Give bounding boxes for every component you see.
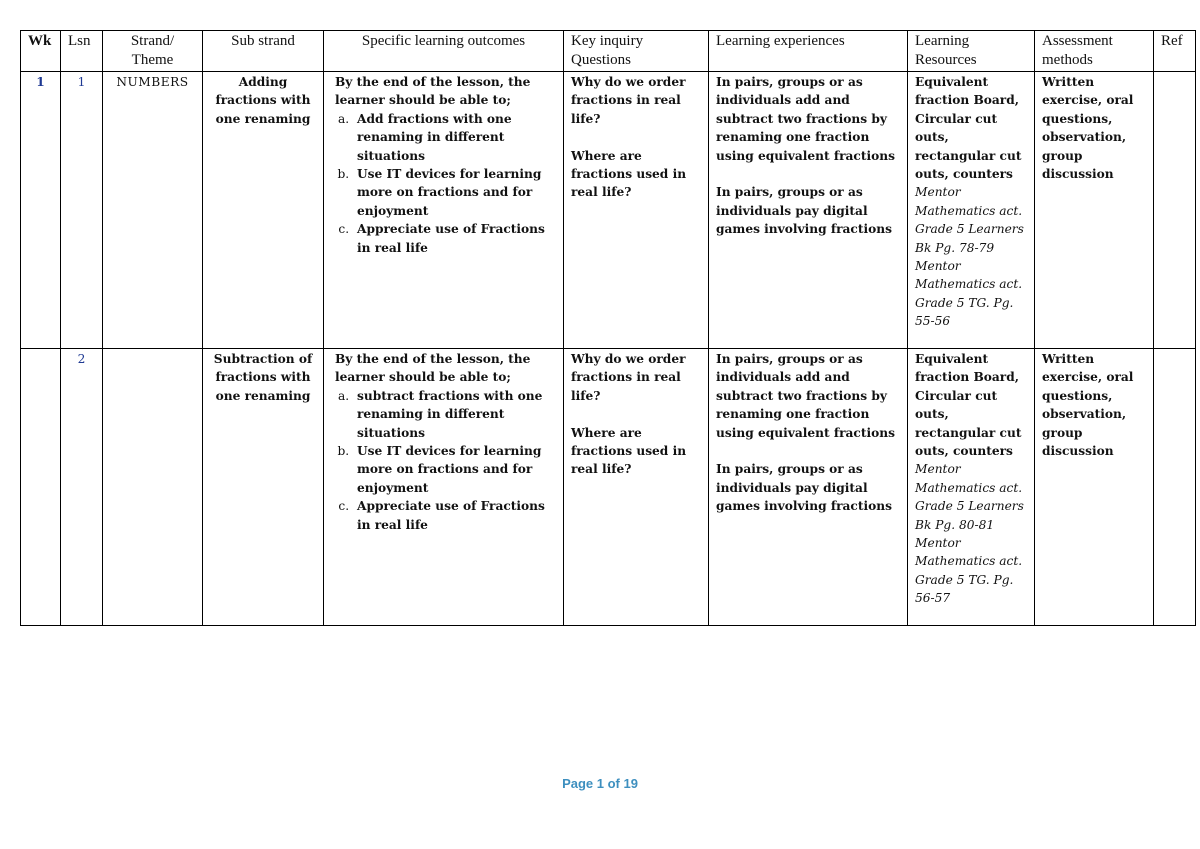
cell-experiences	[709, 349, 908, 626]
cell-outcomes	[324, 72, 564, 349]
table-row	[21, 349, 1196, 626]
experience-text: In pairs, groups or as individuals pay digital games involving fractions	[716, 462, 892, 514]
cell-inquiry	[564, 349, 709, 626]
experience-text: In pairs, groups or as individuals add and subtract two fractions by renaming one fraction using equivalent fractions	[716, 352, 895, 440]
list-item: c. Appreciate use of Fractions in real life	[353, 220, 556, 257]
page-footer	[0, 776, 1200, 791]
cell-lsn: 2	[61, 349, 103, 626]
cell-ref	[1154, 72, 1196, 349]
inquiry-question: Where are fractions used in real life?	[571, 148, 687, 200]
cell-wk	[21, 349, 61, 626]
outcomes-intro: By the end of the lesson, the learner should be able to;	[335, 75, 531, 108]
header-wk: Wk	[21, 31, 61, 72]
header-inquiry: Key inquiry Questions	[564, 31, 709, 72]
inquiry-question: Where are fractions used in real life?	[571, 425, 687, 477]
page-number: Page 1 of 19	[562, 776, 638, 791]
cell-outcomes	[324, 349, 564, 626]
cell-strand: NUMBERS	[103, 72, 203, 349]
experience-text: In pairs, groups or as individuals pay digital games involving fractions	[716, 185, 892, 237]
cell-lsn: 1	[61, 72, 103, 349]
experience-text: In pairs, groups or as individuals add and subtract two fractions by renaming one fraction using equivalent fractions	[716, 75, 895, 163]
resources-text: Equivalent fraction Board, Circular cut outs, rectangular cut outs, counters	[915, 352, 1022, 459]
resources-book: Mentor Mathematics act. Grade 5 TG. Pg. 56-57	[915, 536, 1023, 606]
cell-experiences	[709, 72, 908, 349]
cell-sub-strand: Subtraction of fractions with one renaming	[203, 349, 324, 626]
cell-inquiry	[564, 72, 709, 349]
cell-assessment: Written exercise, oral questions, observation, group discussion	[1035, 72, 1154, 349]
outcomes-intro: By the end of the lesson, the learner should be able to;	[335, 352, 531, 385]
list-item: a. subtract fractions with one renaming in different situations	[353, 387, 556, 442]
cell-sub-strand: Adding fractions with one renaming	[203, 72, 324, 349]
header-row	[21, 31, 1196, 72]
list-item: b. Use IT devices for learning more on fractions and for enjoyment	[353, 442, 556, 497]
inquiry-question: Why do we order fractions in real life?	[571, 75, 686, 126]
header-outcomes: Specific learning outcomes	[324, 31, 564, 72]
inquiry-question: Why do we order fractions in real life?	[571, 352, 686, 403]
outcomes-list	[331, 110, 556, 257]
outcomes-list	[331, 387, 556, 534]
cell-assessment: Written exercise, oral questions, observation, group discussion	[1035, 349, 1154, 626]
header-experiences: Learning experiences	[709, 31, 908, 72]
header-resources: Learning Resources	[908, 31, 1035, 72]
scheme-of-work-table	[20, 30, 1196, 626]
cell-ref	[1154, 349, 1196, 626]
header-ref: Ref	[1154, 31, 1196, 72]
header-strand: Strand/ Theme	[103, 31, 203, 72]
table-row	[21, 72, 1196, 349]
header-sub-strand: Sub strand	[203, 31, 324, 72]
header-lsn: Lsn	[61, 31, 103, 72]
cell-resources	[908, 72, 1035, 349]
list-item: a. Add fractions with one renaming in different situations	[353, 110, 556, 165]
header-assessment: Assessment methods	[1035, 31, 1154, 72]
cell-resources	[908, 349, 1035, 626]
list-item: b. Use IT devices for learning more on fractions and for enjoyment	[353, 165, 556, 220]
list-item: c. Appreciate use of Fractions in real life	[353, 497, 556, 534]
resources-book: Mentor Mathematics act. Grade 5 Learners Bk Pg. 80-81	[915, 462, 1024, 532]
resources-text: Equivalent fraction Board, Circular cut outs, rectangular cut outs, counters	[915, 75, 1022, 182]
resources-book: Mentor Mathematics act. Grade 5 TG. Pg. 55-56	[915, 259, 1023, 329]
cell-wk: 1	[21, 72, 61, 349]
cell-strand	[103, 349, 203, 626]
resources-book: Mentor Mathematics act. Grade 5 Learners Bk Pg. 78-79	[915, 185, 1024, 255]
